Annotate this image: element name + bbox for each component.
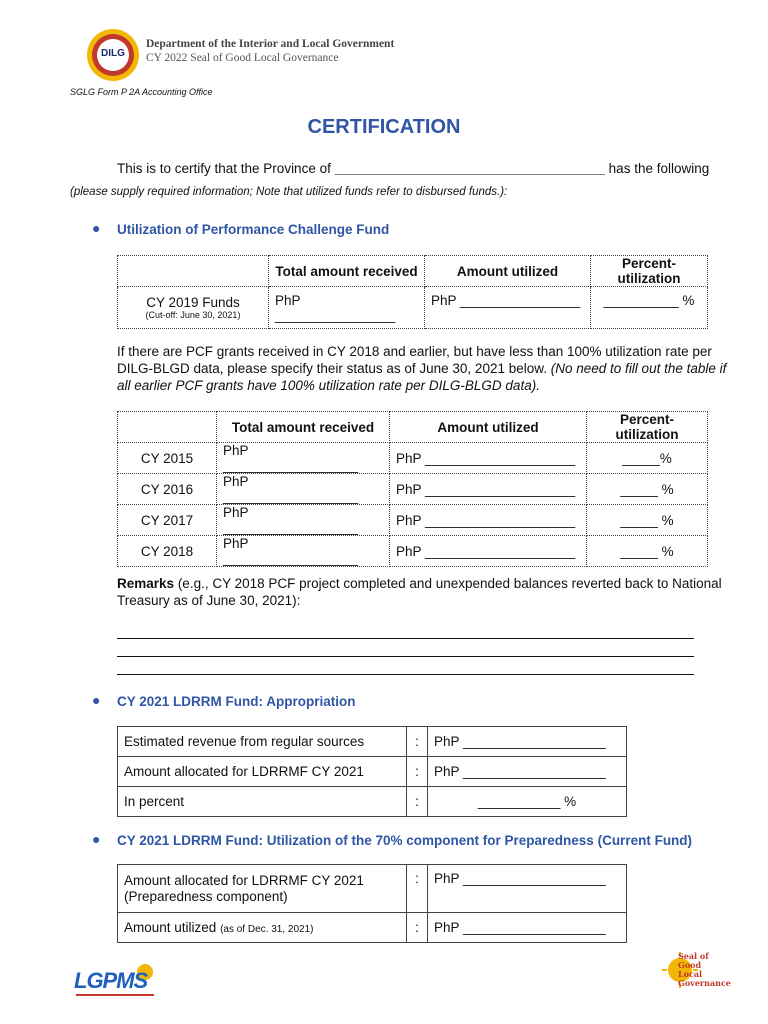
row-label: Amount allocated for LDRRMF CY 2021 bbox=[118, 757, 407, 787]
utilized-field[interactable]: PhP ____________________ bbox=[390, 505, 587, 536]
received-field[interactable]: PhP __________________ bbox=[217, 505, 390, 536]
appropriation-table bbox=[117, 726, 627, 817]
row2-label: Amount utilized bbox=[124, 920, 217, 935]
amount-allocated-field[interactable]: PhP ___________________ bbox=[428, 757, 627, 787]
estimated-revenue-field[interactable]: PhP ___________________ bbox=[428, 727, 627, 757]
province-field[interactable]: ____________________________________ bbox=[334, 161, 605, 176]
percent-field[interactable]: _____ % bbox=[587, 474, 708, 505]
sglg-line4: Governance bbox=[678, 978, 731, 988]
lgpms-underline bbox=[76, 994, 154, 996]
pcf-table bbox=[117, 255, 708, 329]
received-field[interactable]: PhP __________________ bbox=[217, 474, 390, 505]
section3-heading: CY 2021 LDRRM Fund: Utilization of the 70% component for Preparedness (Current Fund) bbox=[117, 833, 693, 848]
dilg-logo-text: DILG bbox=[101, 48, 125, 59]
received-field[interactable]: PhP __________________ bbox=[217, 443, 390, 474]
row-label bbox=[118, 865, 407, 913]
lgpms-logo bbox=[74, 960, 164, 1000]
pcf-paragraph bbox=[117, 343, 727, 394]
percent-field[interactable]: _____ % bbox=[587, 536, 708, 567]
bullet-icon: ● bbox=[92, 692, 101, 708]
col-amount-utilized-2: Amount utilized bbox=[390, 412, 587, 443]
remarks-text2: Treasury as of June 30, 2021): bbox=[117, 593, 301, 608]
section1-heading: Utilization of Performance Challenge Fund bbox=[117, 222, 390, 237]
row-separator: : bbox=[407, 913, 428, 943]
intro-lead: This is to certify that the Province of bbox=[117, 161, 331, 176]
bullet-icon: ● bbox=[92, 220, 101, 236]
col-amount-utilized: Amount utilized bbox=[425, 256, 591, 287]
dilg-logo bbox=[86, 28, 140, 82]
amount-utilized-field[interactable]: PhP ___________________ bbox=[428, 913, 627, 943]
row1-label-line2: (Preparedness component) bbox=[124, 888, 288, 904]
earlier-table-corner bbox=[118, 412, 217, 443]
col-percent-utilization-2: Percent-utilization bbox=[587, 412, 708, 443]
remarks bbox=[117, 575, 722, 609]
bullet-icon: ● bbox=[92, 831, 101, 847]
row-year: CY 2015 bbox=[118, 443, 217, 474]
remarks-input-line-1[interactable] bbox=[117, 638, 694, 639]
intro-line bbox=[117, 160, 709, 177]
form-id: SGLG Form P 2A Accounting Office bbox=[70, 87, 213, 97]
table-row bbox=[118, 787, 627, 817]
table-row bbox=[118, 865, 627, 913]
pcf-table-corner bbox=[118, 256, 269, 287]
row-label bbox=[118, 913, 407, 943]
lgpms-logo-text: LGPMS bbox=[74, 968, 148, 993]
intro-tail: has the following bbox=[608, 161, 710, 176]
pcf-line2 bbox=[117, 360, 727, 377]
sglg-logo-text bbox=[678, 952, 731, 988]
row-separator: : bbox=[407, 757, 428, 787]
pcf-earlier-table bbox=[117, 411, 708, 567]
table-row bbox=[118, 505, 708, 536]
sglg-line1: Seal of bbox=[678, 951, 709, 961]
row-year: CY 2018 bbox=[118, 536, 217, 567]
percent-field[interactable]: _____ % bbox=[587, 505, 708, 536]
row-label: Estimated revenue from regular sources bbox=[118, 727, 407, 757]
remarks-text1: (e.g., CY 2018 PCF project completed and unexpended balances reverted back to National bbox=[177, 576, 722, 591]
page-title: CERTIFICATION bbox=[307, 116, 461, 138]
row1-label-line1: Amount allocated for LDRRMF CY 2021 bbox=[124, 872, 364, 888]
row-year: CY 2017 bbox=[118, 505, 217, 536]
utilized-field[interactable]: PhP ____________________ bbox=[390, 536, 587, 567]
cy2019-utilized-field[interactable]: PhP ________________ bbox=[425, 287, 591, 329]
table-row bbox=[118, 913, 627, 943]
utilized-field[interactable]: PhP ____________________ bbox=[390, 474, 587, 505]
in-percent-field[interactable]: ___________ % bbox=[428, 787, 627, 817]
utilized-field[interactable]: PhP ____________________ bbox=[390, 443, 587, 474]
cy2019-percent-field[interactable]: __________ % bbox=[591, 287, 708, 329]
sglg-line2: Good bbox=[678, 960, 702, 970]
pcf-line2-italic: (No need to fill out the table if bbox=[550, 361, 727, 376]
cy2019-received-field[interactable]: PhP ________________ bbox=[269, 287, 425, 329]
pcf-line1: If there are PCF grants received in CY 2018 and earlier, but have less than 100% utilization rate per bbox=[117, 344, 712, 359]
remarks-label: Remarks bbox=[117, 576, 175, 591]
preparedness-table bbox=[117, 864, 627, 943]
table-row bbox=[118, 443, 708, 474]
table-row bbox=[118, 757, 627, 787]
row-label: In percent bbox=[118, 787, 407, 817]
row-separator: : bbox=[407, 787, 428, 817]
row-separator: : bbox=[407, 727, 428, 757]
department-name: Department of the Interior and Local Government bbox=[146, 38, 395, 50]
table-row bbox=[118, 536, 708, 567]
col-total-received: Total amount received bbox=[269, 256, 425, 287]
sglg-line3: Local bbox=[678, 969, 703, 979]
remarks-input-line-3[interactable] bbox=[117, 674, 694, 675]
sglg-logo bbox=[662, 948, 734, 1000]
percent-field[interactable]: _____% bbox=[587, 443, 708, 474]
remarks-input-line-2[interactable] bbox=[117, 656, 694, 657]
intro-note: (please supply required information; Note that utilized funds refer to disbursed funds.): bbox=[70, 186, 508, 198]
row-year: CY 2016 bbox=[118, 474, 217, 505]
received-field[interactable]: PhP __________________ bbox=[217, 536, 390, 567]
row-separator: : bbox=[407, 865, 428, 913]
pcf-line2-text: DILG-BLGD data, please specify their status as of June 30, 2021 below. bbox=[117, 361, 547, 376]
col-total-received-2: Total amount received bbox=[217, 412, 390, 443]
header-subtitle: CY 2022 Seal of Good Local Governance bbox=[146, 52, 339, 64]
table-row bbox=[118, 727, 627, 757]
remarks-line1 bbox=[117, 575, 722, 592]
preparedness-allocated-field[interactable]: PhP ___________________ bbox=[428, 865, 627, 913]
table-row bbox=[118, 474, 708, 505]
row-cy2019-cutoff: (Cut-off: June 30, 2021) bbox=[145, 310, 241, 320]
pcf-line3-italic: all earlier PCF grants have 100% utilization rate per DILG-BLGD data). bbox=[117, 378, 540, 393]
section2-heading: CY 2021 LDRRM Fund: Appropriation bbox=[117, 694, 356, 709]
col-percent-utilization: Percent-utilization bbox=[591, 256, 708, 287]
row2-label-small: (as of Dec. 31, 2021) bbox=[220, 924, 314, 935]
row-cy2019 bbox=[118, 287, 269, 329]
row-cy2019-label: CY 2019 Funds bbox=[146, 295, 240, 310]
